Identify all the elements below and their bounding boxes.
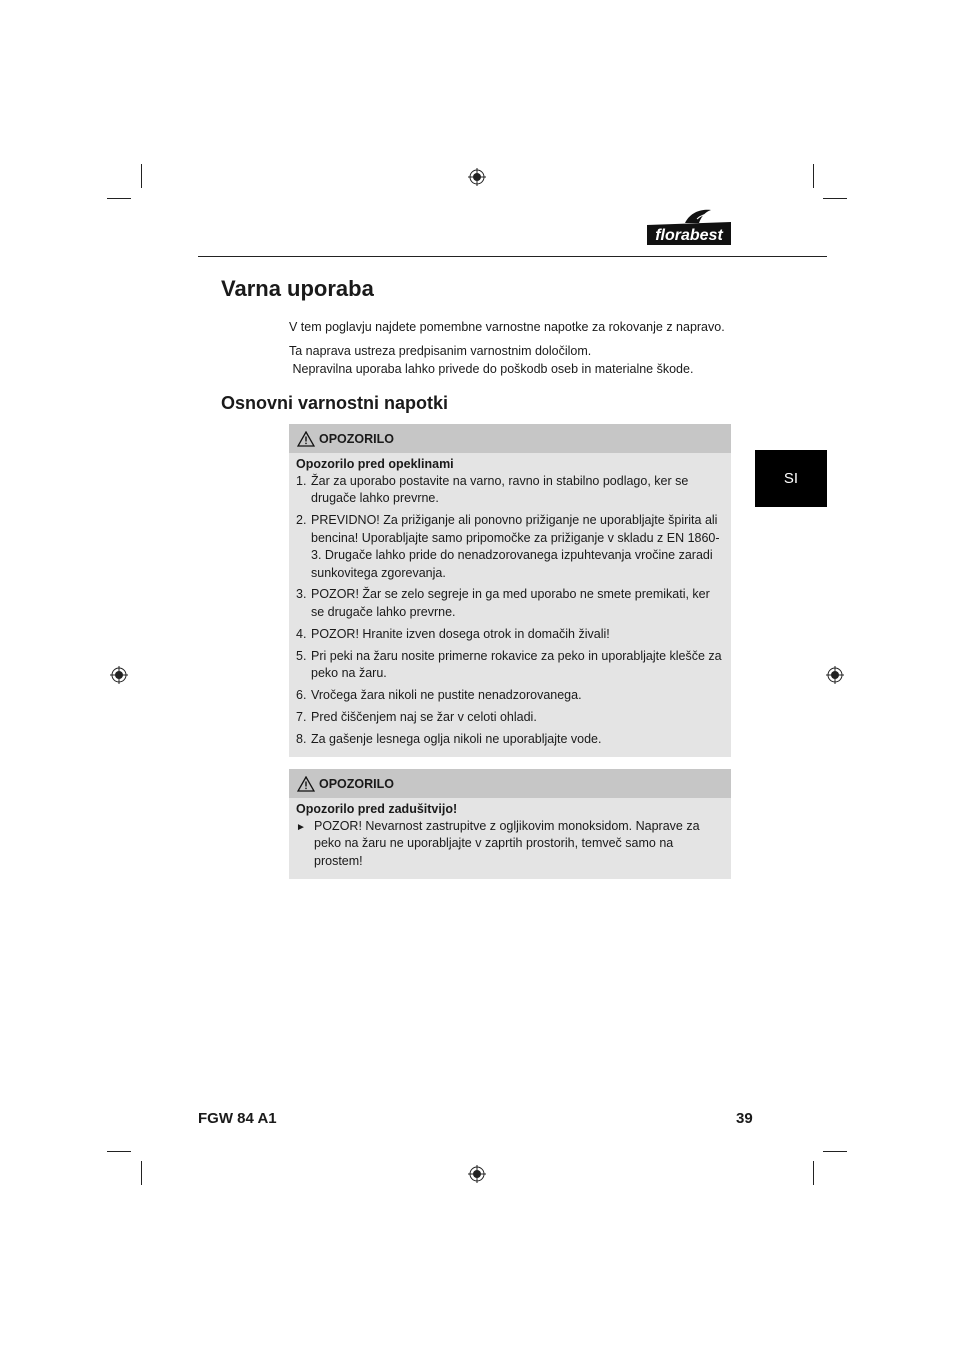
warning-list bbox=[289, 818, 731, 879]
list-item bbox=[296, 818, 724, 870]
registration-mark-icon bbox=[468, 1165, 486, 1183]
registration-mark-icon bbox=[826, 666, 844, 684]
warning-label: OPOZORILO bbox=[319, 776, 394, 791]
list-item-text: Pri peki na žaru nosite primerne rokavice za peko in uporabljajte klešče za peko na žaru. bbox=[311, 648, 722, 681]
list-marker: 5. bbox=[296, 648, 307, 663]
list-item bbox=[296, 586, 724, 621]
language-tab: SI bbox=[755, 450, 827, 507]
list-item bbox=[296, 648, 724, 683]
list-marker: 6. bbox=[296, 687, 307, 702]
section-title: Osnovni varnostni napotki bbox=[221, 393, 449, 413]
page-title: Varna uporaba bbox=[221, 276, 374, 301]
page-number: 39 bbox=[736, 1110, 753, 1127]
registration-mark-icon bbox=[468, 168, 486, 186]
warning-triangle-icon bbox=[297, 776, 315, 792]
crop-mark bbox=[813, 164, 814, 188]
intro-paragraph: V tem poglavju najdete pomembne varnostne napotke za rokovanje z napravo. bbox=[289, 320, 725, 334]
warning-box-burns bbox=[289, 424, 731, 757]
warning-header bbox=[289, 769, 731, 798]
footer-model: FGW 84 A1 bbox=[198, 1110, 277, 1127]
warning-box-suffocation bbox=[289, 769, 731, 879]
list-item bbox=[296, 687, 724, 704]
header-rule bbox=[198, 256, 827, 257]
list-marker: 4. bbox=[296, 626, 307, 641]
list-marker: 1. bbox=[296, 474, 307, 488]
list-marker: 2. bbox=[296, 513, 307, 528]
crop-mark bbox=[107, 1151, 131, 1152]
crop-mark bbox=[813, 1161, 814, 1185]
list-marker: 3. bbox=[296, 587, 307, 602]
list-item bbox=[296, 512, 724, 582]
list-item-text: Pred čiščenjem naj se žar v celoti ohladi. bbox=[311, 709, 537, 724]
intro-paragraph: Ta naprava ustreza predpisanim varnostnim določilom. bbox=[289, 344, 592, 358]
logo-text: florabest bbox=[655, 227, 723, 244]
warning-list bbox=[289, 473, 731, 757]
list-marker: 7. bbox=[296, 709, 307, 724]
list-marker: 8. bbox=[296, 731, 307, 746]
list-item-text: POZOR! Nevarnost zastrupitve z ogljikovim monoksidom. Naprave za peko na žaru ne uporabljajte v zaprtih prostorih, temveč samo na prostem! bbox=[314, 819, 700, 868]
warning-label: OPOZORILO bbox=[319, 431, 394, 446]
list-item-text: Vročega žara nikoli ne pustite nenadzorovanega. bbox=[311, 687, 582, 702]
warning-subtitle: Opozorilo pred opeklinami bbox=[296, 457, 454, 471]
warning-subtitle: Opozorilo pred zadušitvijo! bbox=[296, 802, 458, 816]
warning-header bbox=[289, 424, 731, 453]
arrow-bullet-icon: ► bbox=[296, 822, 306, 833]
list-item bbox=[296, 473, 724, 508]
intro-paragraph: Nepravilna uporaba lahko privede do poškodb oseb in materialne škode. bbox=[289, 362, 694, 376]
crop-mark bbox=[107, 198, 131, 199]
crop-mark bbox=[823, 198, 847, 199]
list-item bbox=[296, 731, 724, 748]
warning-triangle-icon bbox=[297, 431, 315, 447]
crop-mark bbox=[141, 1161, 142, 1185]
list-item-text: POZOR! Žar se zelo segreje in ga med uporabo ne smete premikati, ker se drugače lahko prevrne. bbox=[311, 587, 710, 619]
list-item bbox=[296, 709, 724, 726]
list-item-text: Za gašenje lesnega oglja nikoli ne uporabljajte vode. bbox=[311, 731, 602, 746]
crop-mark bbox=[823, 1151, 847, 1152]
crop-mark bbox=[141, 164, 142, 188]
list-item bbox=[296, 626, 724, 643]
list-item-text: POZOR! Hranite izven dosega otrok in domačih živali! bbox=[311, 626, 610, 641]
list-item-text: Žar za uporabo postavite na varno, ravno in stabilno podlago, ker se drugače lahko prevrne. bbox=[311, 474, 689, 506]
registration-mark-icon bbox=[110, 666, 128, 684]
list-item-text: PREVIDNO! Za prižiganje ali ponovno prižiganje ne uporabljajte špirita ali bencina! Uporabljajte samo pripomočke za prižiganje v skladu z EN 1860-3. Drugače lahko pride do nenadzorovanega izpuhtevanja vročine zaradi sunkovitega zgorevanja. bbox=[311, 513, 720, 580]
florabest-logo bbox=[645, 207, 733, 247]
